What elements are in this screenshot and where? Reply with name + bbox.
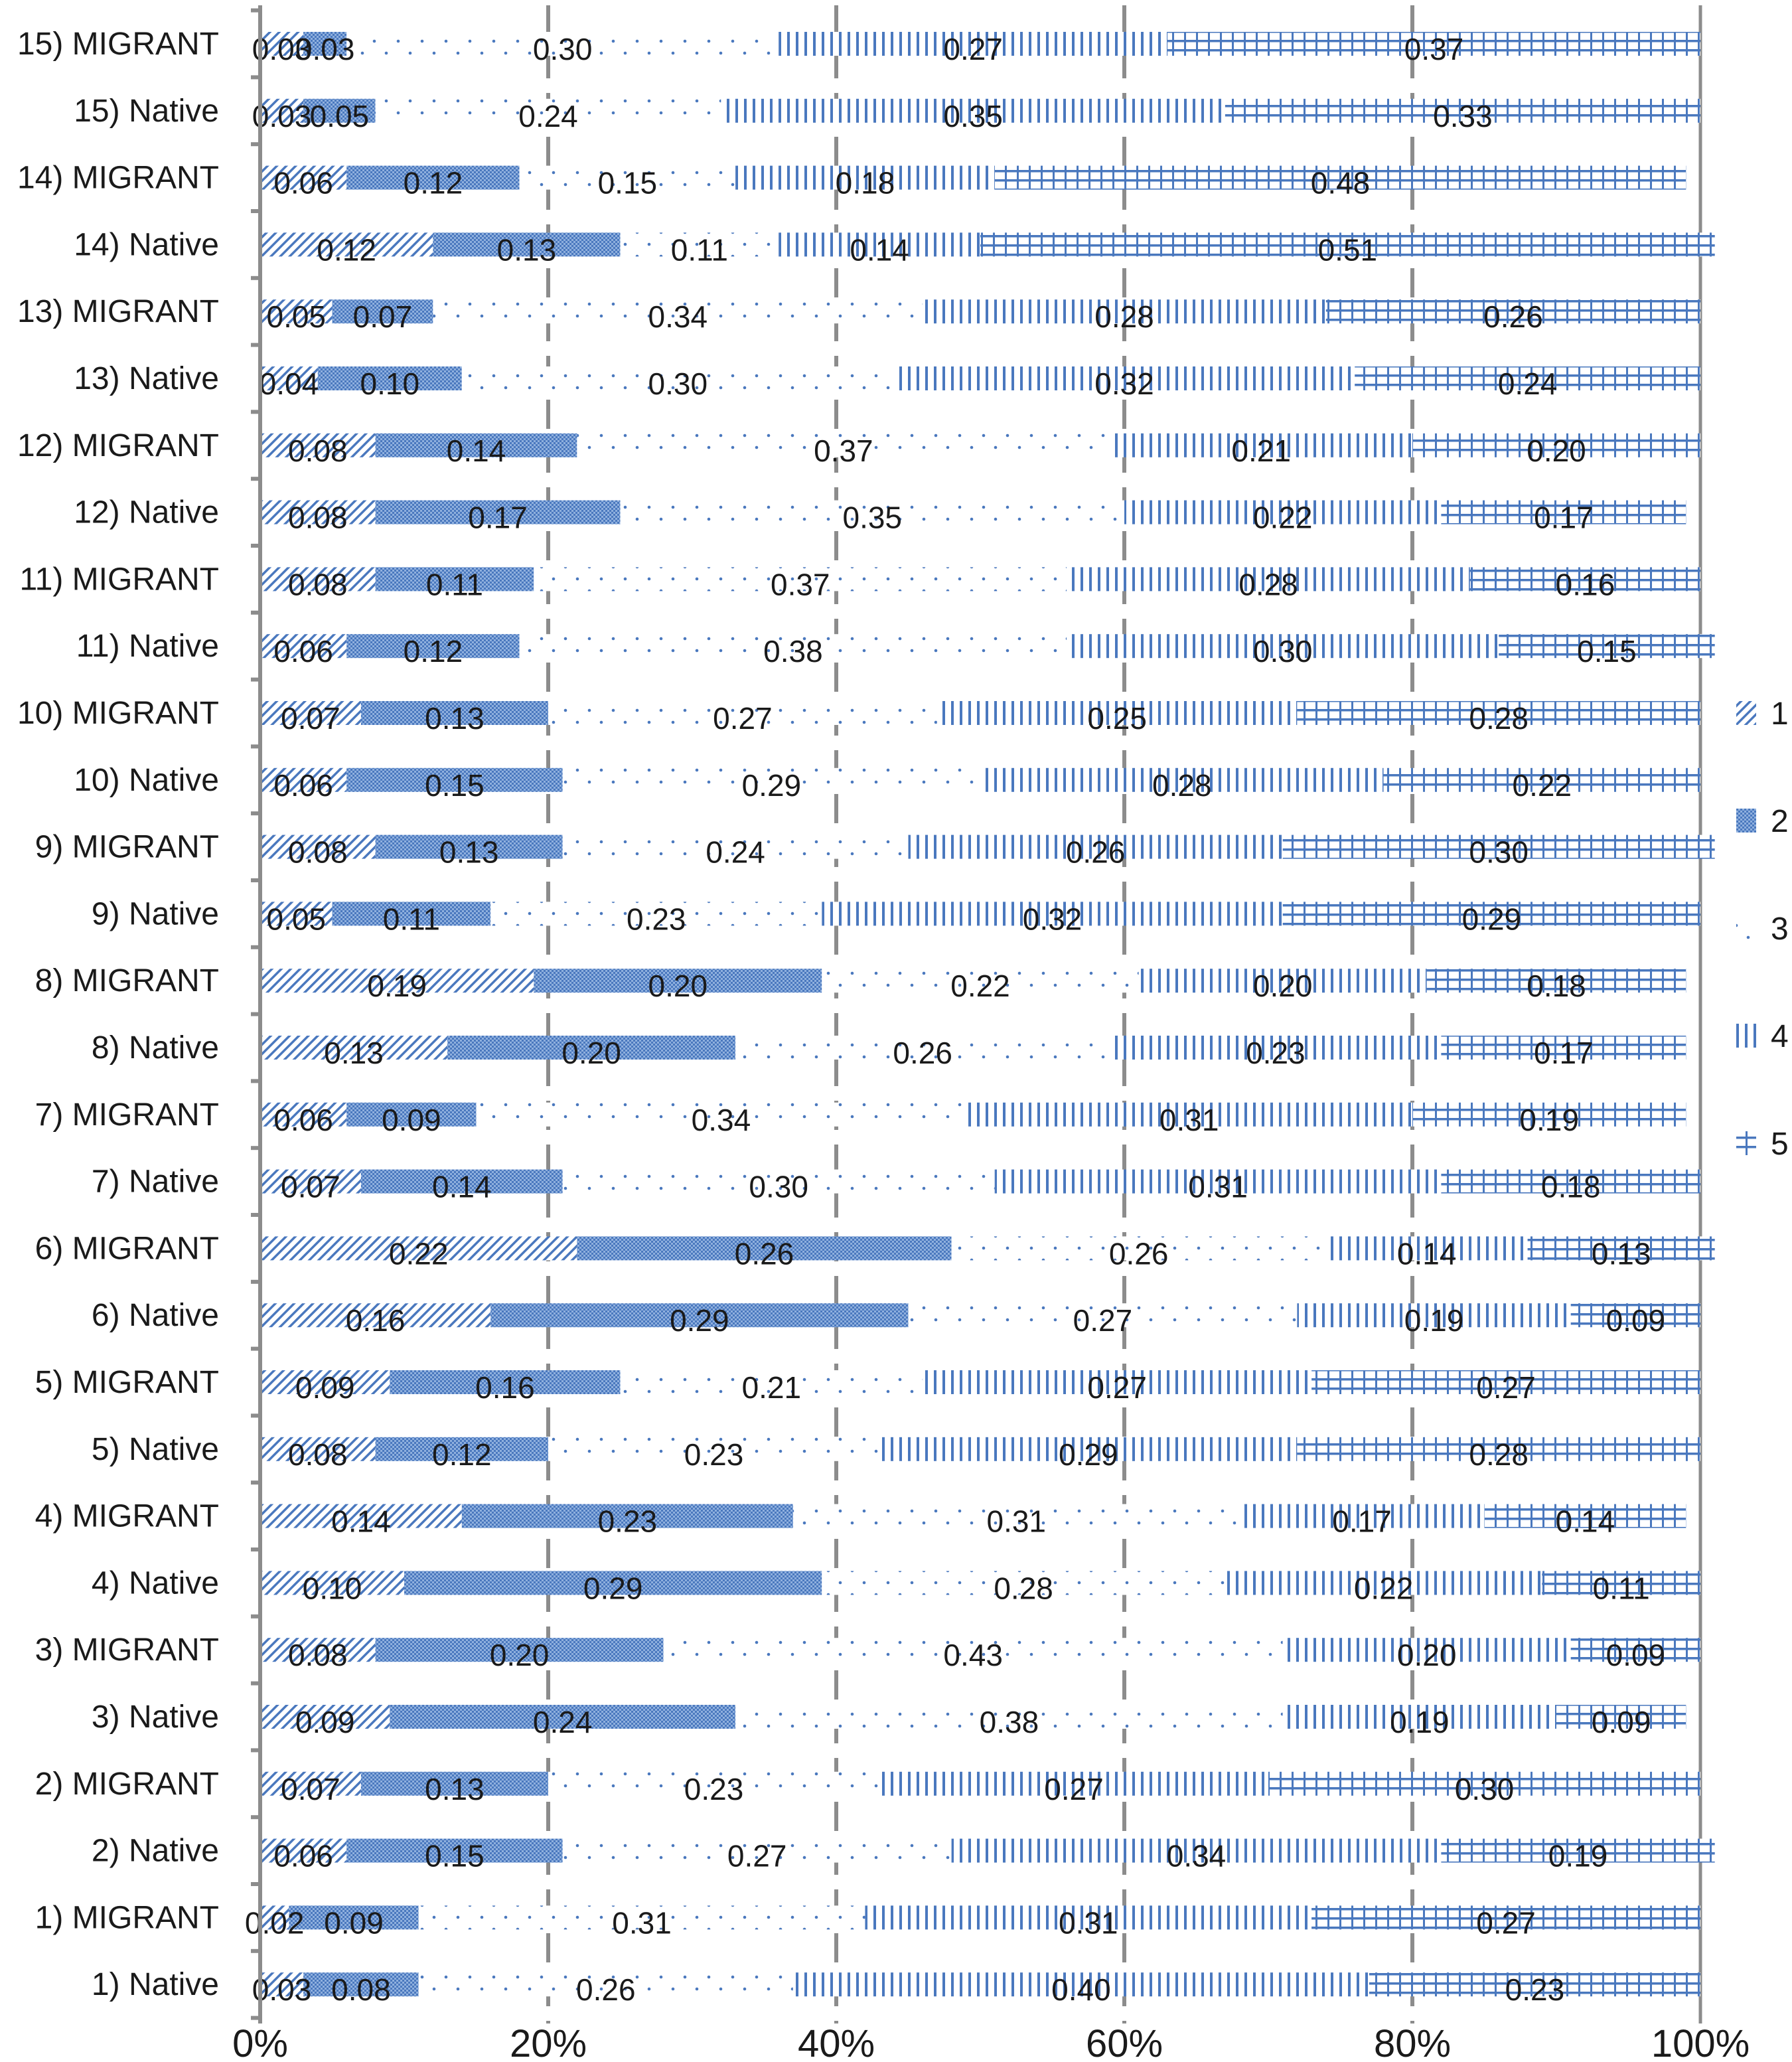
data-label: 0.26 — [893, 1036, 952, 1070]
category-label: 6) Native — [91, 1298, 219, 1334]
category-label: 1) MIGRANT — [35, 1900, 219, 1936]
category-label: 11) Native — [76, 629, 219, 665]
data-label: 0.22 — [950, 969, 1010, 1004]
data-label: 0.34 — [648, 299, 708, 335]
data-label: 0.15 — [597, 165, 658, 200]
data-label: 0.28 — [1238, 567, 1298, 602]
data-label: 0.09 — [324, 1905, 384, 1941]
data-label: 0.23 — [1505, 1972, 1565, 2008]
data-label: 0.13 — [425, 701, 485, 736]
legend-label: 2 — [1771, 804, 1789, 839]
data-label: 0.28 — [994, 1571, 1053, 1606]
category-label: 4) MIGRANT — [35, 1498, 219, 1534]
data-label: 0.06 — [273, 634, 333, 669]
data-label: 0.27 — [1476, 1370, 1536, 1405]
data-label: 0.29 — [583, 1571, 643, 1606]
data-label: 0.27 — [1073, 1303, 1133, 1338]
x-tick-label: 20% — [509, 2022, 587, 2062]
data-label: 0.17 — [1534, 500, 1594, 535]
data-label: 0.09 — [295, 1705, 355, 1739]
x-tick-label: 80% — [1373, 2022, 1452, 2062]
data-label: 0.06 — [273, 1102, 333, 1137]
data-label: 0.03 — [252, 32, 312, 66]
category-label: 8) Native — [91, 1030, 219, 1066]
data-label: 0.20 — [1396, 1638, 1457, 1673]
category-label: 10) MIGRANT — [17, 696, 219, 731]
data-label: 0.26 — [1483, 299, 1543, 335]
data-label: 0.20 — [489, 1638, 550, 1673]
category-label: 9) MIGRANT — [35, 829, 219, 865]
data-label: 0.23 — [684, 1771, 744, 1806]
data-label: 0.06 — [273, 1838, 333, 1873]
data-label: 0.23 — [1246, 1036, 1306, 1070]
data-label: 0.20 — [561, 1036, 621, 1070]
data-label: 0.20 — [1252, 969, 1313, 1004]
data-label: 0.15 — [425, 767, 485, 803]
data-label: 0.13 — [324, 1036, 384, 1070]
data-label: 0.16 — [345, 1303, 406, 1338]
data-label: 0.31 — [1159, 1102, 1219, 1137]
data-label: 0.11 — [1592, 1571, 1650, 1606]
data-label: 0.08 — [288, 1638, 348, 1673]
data-label: 0.18 — [835, 165, 895, 200]
data-label: 0.26 — [1065, 834, 1126, 870]
x-tick-label: 0% — [232, 2022, 288, 2062]
data-label: 0.07 — [281, 1169, 340, 1204]
data-label: 0.20 — [648, 969, 708, 1004]
data-label: 0.03 — [295, 32, 355, 66]
data-label: 0.10 — [302, 1571, 362, 1606]
data-label: 0.23 — [684, 1437, 744, 1472]
data-label: 0.27 — [727, 1838, 787, 1873]
data-label: 0.37 — [1404, 32, 1464, 66]
legend-swatch — [1736, 809, 1756, 833]
data-label: 0.14 — [850, 232, 909, 268]
data-label: 0.35 — [842, 500, 903, 535]
data-label: 0.11 — [382, 902, 440, 937]
data-label: 0.30 — [1469, 834, 1529, 870]
category-label: 2) MIGRANT — [35, 1766, 219, 1802]
data-label: 0.24 — [706, 834, 765, 870]
data-label: 0.25 — [1087, 701, 1147, 736]
legend — [1736, 696, 1789, 1162]
data-label: 0.15 — [425, 1838, 485, 1873]
data-label: 0.19 — [1519, 1102, 1579, 1137]
data-label: 0.40 — [1051, 1972, 1111, 2008]
data-label: 0.22 — [388, 1236, 449, 1271]
category-label: 9) Native — [91, 896, 219, 932]
data-label: 0.27 — [943, 32, 1003, 66]
data-label: 0.19 — [1390, 1705, 1450, 1739]
legend-label: 5 — [1771, 1127, 1789, 1162]
category-label: 5) MIGRANT — [35, 1365, 219, 1400]
data-label: 0.24 — [532, 1705, 593, 1739]
category-label: 12) Native — [74, 495, 219, 530]
category-label: 10) Native — [74, 762, 219, 798]
data-label: 0.27 — [713, 701, 773, 736]
data-label: 0.23 — [597, 1504, 658, 1539]
x-tick-label: 100% — [1651, 2022, 1750, 2062]
data-label: 0.26 — [576, 1972, 636, 2008]
data-label: 0.17 — [468, 500, 528, 535]
data-label: 0.29 — [741, 767, 802, 803]
data-label: 0.14 — [446, 433, 506, 468]
legend-swatch — [1736, 1131, 1756, 1155]
category-label: 5) Native — [91, 1431, 219, 1467]
data-label: 0.30 — [532, 32, 593, 66]
legend-label: 4 — [1771, 1019, 1789, 1054]
data-label: 0.13 — [425, 1771, 485, 1806]
data-label: 0.12 — [403, 634, 463, 669]
category-label: 7) Native — [91, 1164, 219, 1200]
category-label: 1) Native — [91, 1967, 219, 2003]
data-label: 0.08 — [288, 567, 348, 602]
data-label: 0.24 — [518, 98, 578, 133]
data-label: 0.14 — [331, 1504, 391, 1539]
legend-swatch — [1736, 1024, 1756, 1048]
data-label: 0.04 — [259, 366, 319, 401]
data-label: 0.19 — [367, 969, 427, 1004]
data-label: 0.27 — [1087, 1370, 1147, 1405]
category-label: 4) Native — [91, 1565, 219, 1601]
data-label: 0.09 — [295, 1370, 355, 1405]
data-label: 0.28 — [1469, 701, 1529, 736]
data-label: 0.18 — [1540, 1169, 1601, 1204]
data-label: 0.48 — [1310, 165, 1371, 200]
data-label: 0.09 — [382, 1102, 441, 1137]
data-label: 0.09 — [1591, 1705, 1651, 1739]
category-label: 13) Native — [74, 361, 219, 396]
data-label: 0.07 — [352, 299, 413, 335]
data-label: 0.09 — [1605, 1638, 1666, 1673]
data-label: 0.03 — [252, 98, 312, 133]
category-label: 2) Native — [91, 1833, 219, 1869]
data-label: 0.38 — [979, 1705, 1039, 1739]
category-label: 12) MIGRANT — [17, 428, 219, 463]
data-label: 0.32 — [1094, 366, 1154, 401]
data-label: 0.23 — [626, 902, 686, 937]
category-label: 6) MIGRANT — [35, 1231, 219, 1267]
data-label: 0.06 — [273, 767, 333, 803]
data-label: 0.31 — [986, 1504, 1047, 1539]
category-label: 8) MIGRANT — [35, 963, 219, 999]
legend-label: 1 — [1771, 696, 1789, 732]
data-label: 0.13 — [439, 834, 499, 870]
data-label: 0.08 — [331, 1972, 391, 2008]
legend-swatch — [1736, 701, 1756, 725]
data-label: 0.07 — [281, 701, 340, 736]
data-label: 0.28 — [1152, 767, 1212, 803]
data-label: 0.28 — [1469, 1437, 1529, 1472]
data-label: 0.19 — [1548, 1838, 1608, 1873]
category-label: 13) MIGRANT — [17, 294, 219, 330]
data-label: 0.34 — [691, 1102, 751, 1137]
data-label: 0.12 — [403, 165, 463, 200]
category-label: 14) MIGRANT — [17, 160, 219, 196]
data-label: 0.13 — [1591, 1236, 1651, 1271]
data-label: 0.08 — [288, 1437, 348, 1472]
data-label: 0.31 — [612, 1905, 672, 1941]
data-label: 0.08 — [288, 433, 348, 468]
data-label: 0.16 — [1555, 567, 1615, 602]
data-label: 0.30 — [749, 1169, 808, 1204]
x-tick-label: 40% — [797, 2022, 875, 2062]
data-label: 0.03 — [252, 1972, 312, 2008]
data-label: 0.43 — [943, 1638, 1003, 1673]
data-label: 0.07 — [281, 1771, 340, 1806]
data-label: 0.19 — [1404, 1303, 1464, 1338]
data-label: 0.10 — [360, 366, 420, 401]
data-label: 0.09 — [1605, 1303, 1666, 1338]
data-label: 0.30 — [1454, 1771, 1515, 1806]
data-label: 0.05 — [266, 902, 327, 937]
data-label: 0.31 — [1058, 1905, 1118, 1941]
data-label: 0.37 — [770, 567, 830, 602]
data-label: 0.12 — [317, 232, 376, 268]
data-label: 0.31 — [1188, 1169, 1248, 1204]
data-label: 0.14 — [1555, 1504, 1615, 1539]
category-label: 15) MIGRANT — [17, 27, 219, 62]
data-label: 0.20 — [1527, 433, 1586, 468]
data-label: 0.34 — [1166, 1838, 1227, 1873]
data-label: 0.21 — [741, 1370, 802, 1405]
data-label: 0.51 — [1317, 232, 1378, 268]
legend-swatch — [1736, 916, 1756, 940]
data-label: 0.24 — [1497, 366, 1558, 401]
data-label: 0.37 — [814, 433, 873, 468]
data-label: 0.08 — [288, 834, 348, 870]
data-label: 0.26 — [734, 1236, 794, 1271]
data-label: 0.21 — [1231, 433, 1291, 468]
legend-label: 3 — [1771, 912, 1789, 947]
data-label: 0.30 — [648, 366, 708, 401]
data-label: 0.02 — [244, 1905, 305, 1941]
category-label: 14) Native — [74, 227, 219, 263]
category-label: 3) MIGRANT — [35, 1632, 219, 1668]
data-label: 0.22 — [1353, 1571, 1414, 1606]
data-label: 0.18 — [1527, 969, 1586, 1004]
data-label: 0.33 — [1433, 98, 1493, 133]
data-label: 0.13 — [496, 232, 557, 268]
data-label: 0.32 — [1022, 902, 1083, 937]
data-label: 0.14 — [1396, 1236, 1457, 1271]
data-label: 0.17 — [1534, 1036, 1594, 1070]
data-label: 0.08 — [288, 500, 348, 535]
category-label: 15) Native — [74, 93, 219, 129]
data-label: 0.11 — [425, 567, 484, 602]
data-label: 0.38 — [763, 634, 823, 669]
data-label: 0.05 — [309, 98, 370, 133]
data-label: 0.29 — [1058, 1437, 1118, 1472]
data-label: 0.29 — [670, 1303, 729, 1338]
data-label: 0.22 — [1512, 767, 1572, 803]
x-tick-label: 60% — [1085, 2022, 1163, 2062]
data-label: 0.15 — [1577, 634, 1637, 669]
data-label: 0.26 — [1108, 1236, 1169, 1271]
data-label: 0.30 — [1252, 634, 1313, 669]
data-label: 0.11 — [670, 232, 728, 268]
data-label: 0.22 — [1252, 500, 1313, 535]
data-label: 0.17 — [1332, 1504, 1392, 1539]
category-label: 11) MIGRANT — [19, 562, 219, 597]
data-label: 0.16 — [475, 1370, 535, 1405]
data-label: 0.14 — [432, 1169, 492, 1204]
category-label: 7) MIGRANT — [35, 1097, 219, 1133]
data-label: 0.28 — [1094, 299, 1154, 335]
data-label: 0.06 — [273, 165, 333, 200]
data-label: 0.27 — [1044, 1771, 1104, 1806]
data-label: 0.29 — [1461, 902, 1522, 937]
data-label: 0.05 — [266, 299, 327, 335]
data-label: 0.35 — [943, 98, 1003, 133]
data-label: 0.27 — [1476, 1905, 1536, 1941]
category-label: 3) Native — [91, 1700, 219, 1735]
data-label: 0.12 — [432, 1437, 492, 1472]
